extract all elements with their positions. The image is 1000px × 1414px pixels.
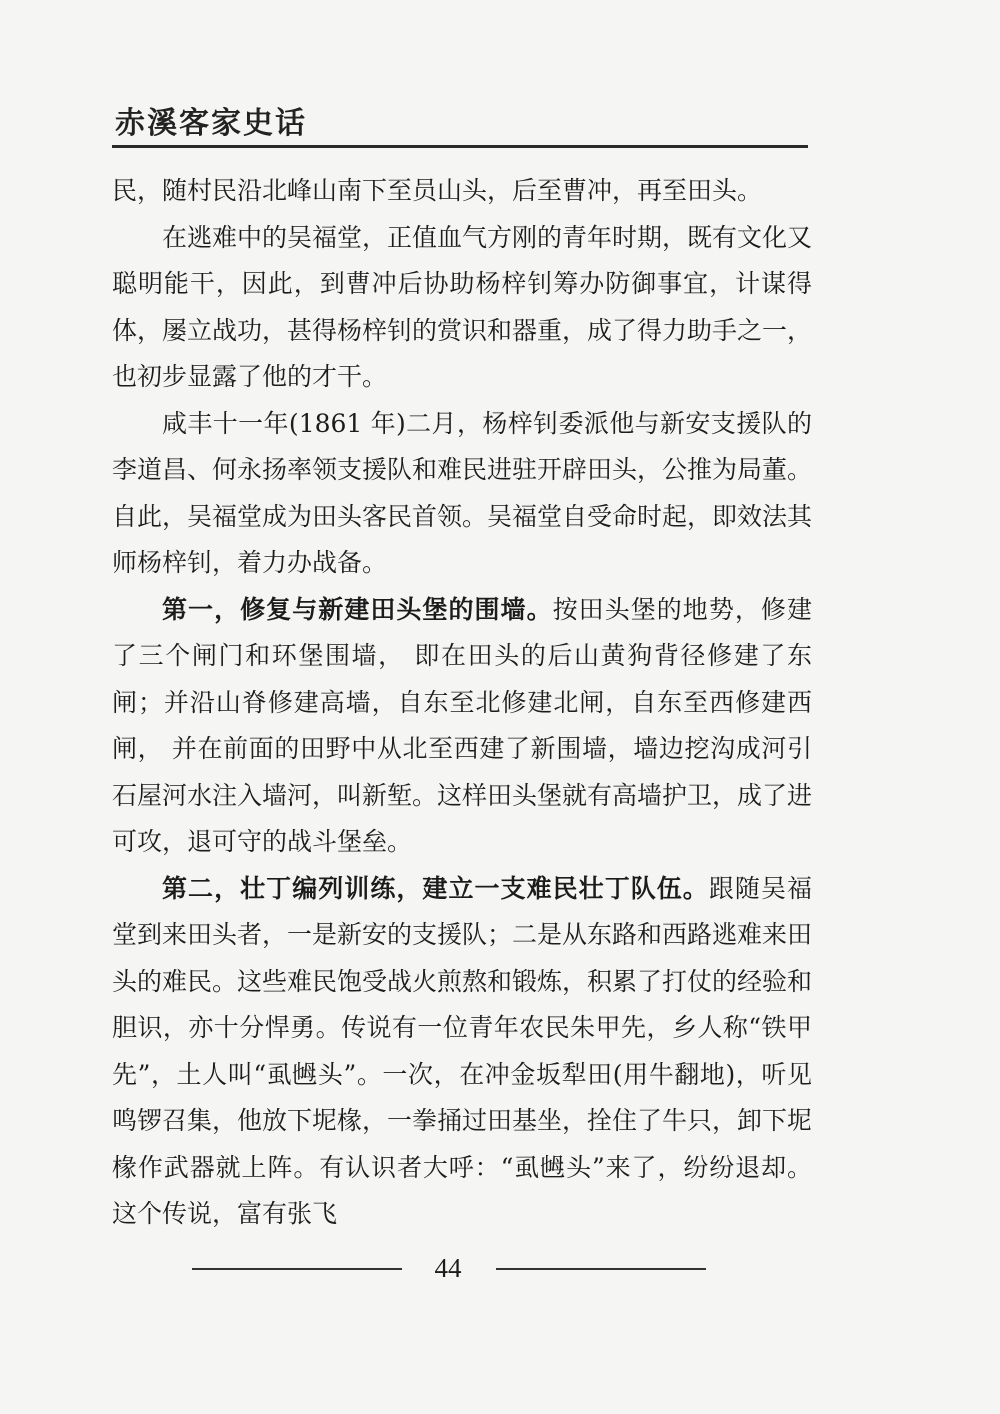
page-number: 44 bbox=[434, 1253, 462, 1283]
paragraph-5 bbox=[112, 866, 812, 1238]
footer-rule-left bbox=[192, 1268, 402, 1270]
paragraph-1: 民，随村民沿北峰山南下至员山头，后至曹冲，再至田头。 bbox=[112, 176, 763, 205]
paragraph-3: 咸丰十一年(1861 年)二月，杨梓钊委派他与新安支援队的李道昌、何永扬率领支援队和难民进驻开辟田头，公推为局董。自此，吴福堂成为田头客民首领。吴福堂自受命时起，即效法其师杨梓钊，着力办战备。 bbox=[112, 408, 813, 577]
header-rule bbox=[112, 145, 808, 148]
paragraph-4-heading: 第一，修复与新建田头堡的围墙。 bbox=[162, 594, 553, 624]
paragraph-4 bbox=[112, 587, 812, 866]
footer-rule-right bbox=[496, 1268, 706, 1270]
paragraph-2: 在逃难中的吴福堂，正值血气方刚的青年时期，既有文化又聪明能干，因此，到曹冲后协助杨梓钊筹办防御事宜，计谋得体，屡立战功，甚得杨梓钊的赏识和器重，成了得力助手之一，也初步显露了他的才干。 bbox=[112, 222, 813, 391]
paragraph-4-text: 按田头堡的地势，修建了三个闸门和环堡围墙， 即在田头的后山黄狗背径修建了东闸；并沿山脊修建高墙，自东至北修建北闸，自东至西修建西闸， 并在前面的田野中从北至西建了新围墙，墙边挖沟成河引石屋河水注入墙河，叫新堑。这样田头堡就有高墙护卫，成了进可攻，退可守的战斗堡垒。 bbox=[112, 594, 813, 856]
paragraph-5-text: 跟随吴福堂到来田头者，一是新安的支援队；二是从东路和西路逃难来田头的难民。这些难民饱受战火煎熬和锻炼，积累了打仗的经验和胆识，亦十分悍勇。传说有一位青年农民朱甲先，乡人称“铁甲先”，土人叫“虱乸头”。一次，在冲金坂犁田(用牛翻地)，听见鸣锣召集，他放下坭椽，一拳捅过田基坐，拴住了牛只，卸下坭椽作武器就上阵。有认识者大呼：“虱乸头”来了，纷纷退却。这个传说，富有张飞 bbox=[112, 873, 813, 1228]
body-text bbox=[112, 168, 812, 1238]
running-header-title: 赤溪客家史话 bbox=[115, 106, 307, 141]
page-footer bbox=[0, 1250, 1000, 1290]
paragraph-5-heading: 第二，壮丁编列训练，建立一支难民壮丁队伍。 bbox=[162, 873, 709, 903]
